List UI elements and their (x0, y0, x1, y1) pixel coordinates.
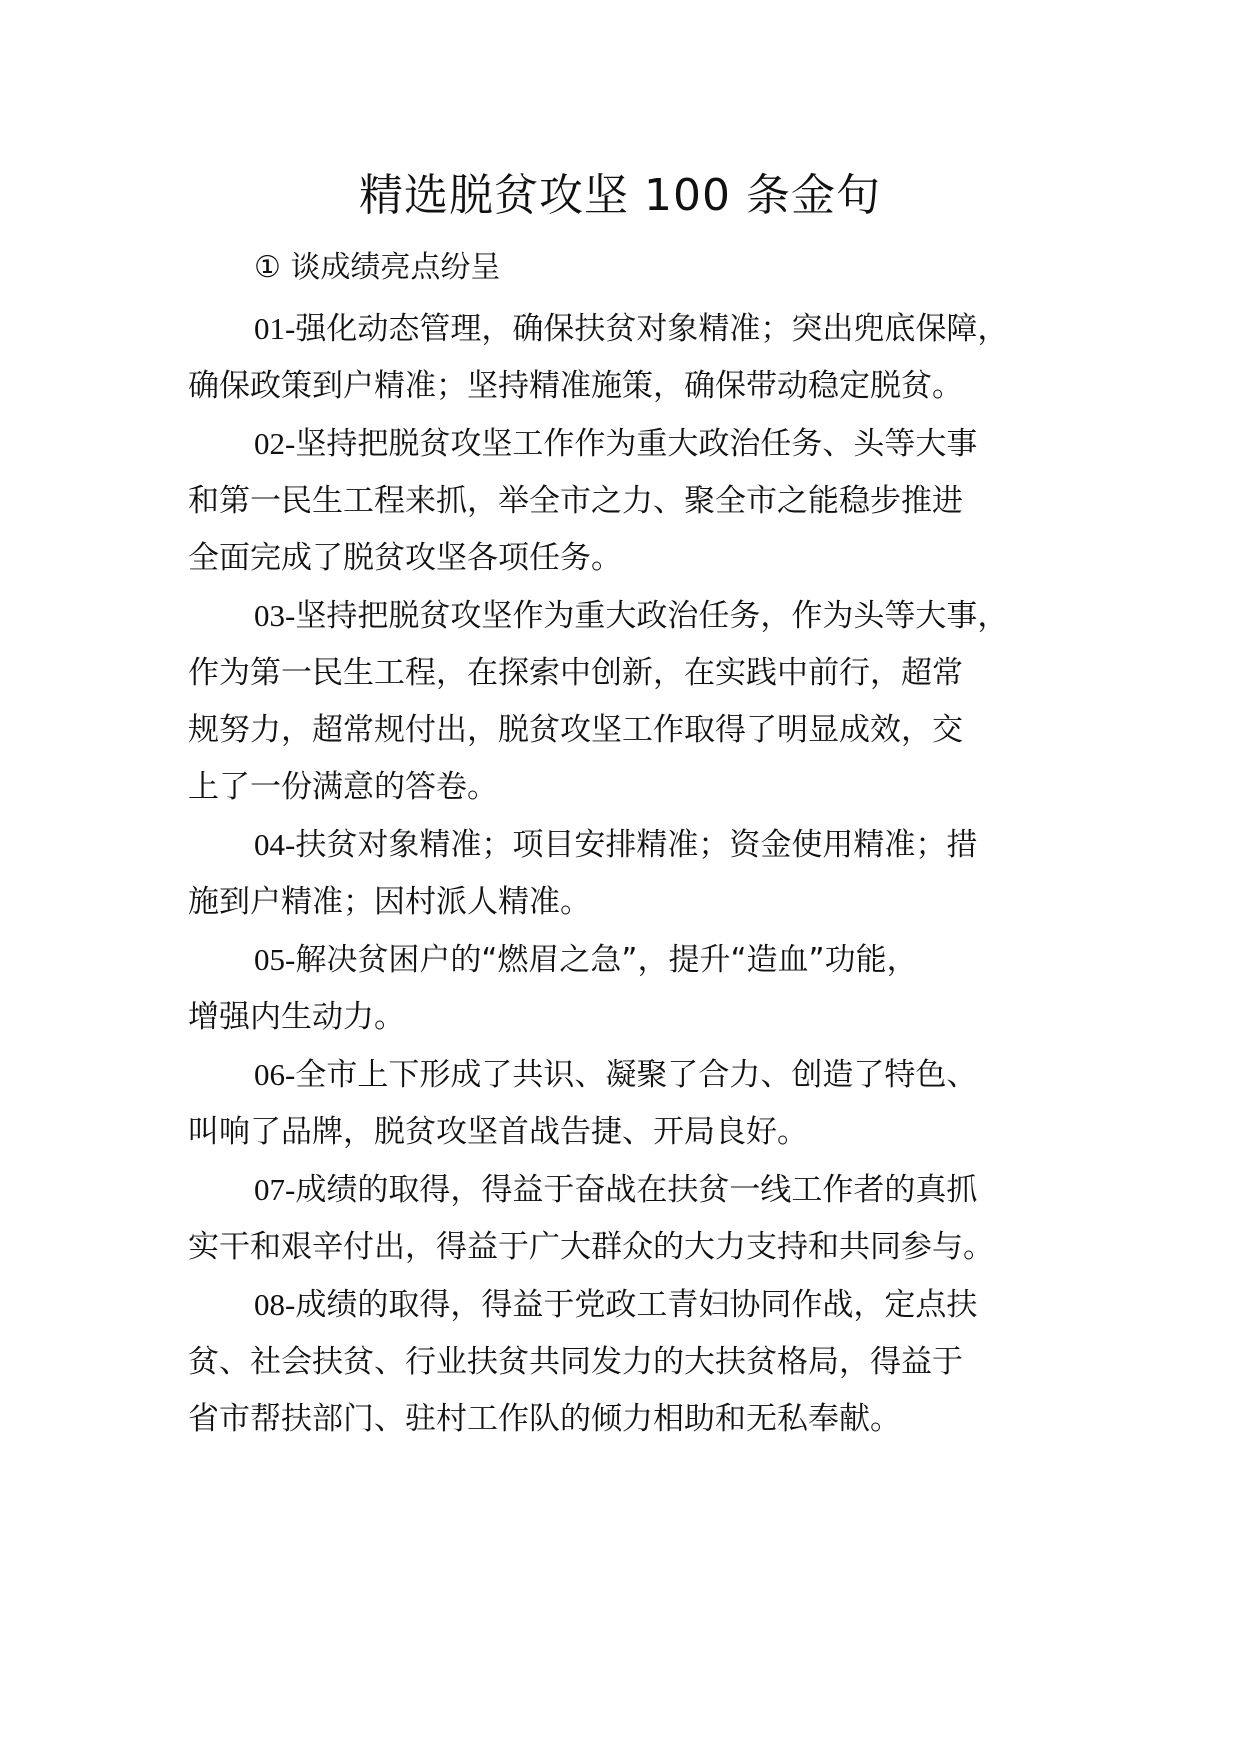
item-number: 05- (254, 942, 296, 977)
item-text-line: 解决贫困户的“燃眉之急”，提升“造血”功能， (295, 942, 918, 978)
list-item (188, 300, 1088, 415)
item-first-line (188, 931, 1088, 989)
item-text-line: 作为第一民生工程，在探索中创新，在实践中前行，超常 (188, 655, 963, 691)
item-number: 01- (254, 311, 296, 346)
list-item (188, 816, 1088, 931)
item-text-line: 省市帮扶部门、驻村工作队的倾力相助和无私奉献。 (188, 1401, 901, 1437)
item-text-line: 确保政策到户精准；坚持精准施策，确保带动稳定脱贫。 (188, 368, 963, 404)
document-title: 精选脱贫攻坚 100 条金句 (359, 170, 881, 221)
item-text-line: 全面完成了脱贫攻坚各项任务。 (188, 540, 622, 576)
item-text-line: 坚持把脱贫攻坚作为重大政治任务，作为头等大事， (295, 598, 1009, 634)
list-item (188, 1276, 1088, 1448)
item-number: 07- (254, 1172, 296, 1207)
item-number: 03- (254, 598, 296, 633)
item-number: 06- (254, 1057, 296, 1092)
item-text-line: 扶贫对象精准；项目安排精准；资金使用精准；措 (295, 827, 978, 863)
item-text-line: 和第一民生工程来抓，举全市之力、聚全市之能稳步推进 (188, 483, 963, 519)
item-first-line (188, 1276, 1088, 1334)
item-first-line (188, 1046, 1088, 1104)
item-text-line: 叫响了品牌，脱贫攻坚首战告捷、开局良好。 (188, 1114, 808, 1150)
item-text-line: 施到户精准；因村派人精准。 (188, 884, 591, 920)
item-first-line (188, 1161, 1088, 1219)
list-item (188, 415, 1088, 587)
item-text-line: 成绩的取得，得益于奋战在扶贫一线工作者的真抓 (295, 1172, 978, 1208)
item-text-line: 坚持把脱贫攻坚工作作为重大政治任务、头等大事 (295, 426, 978, 462)
item-number: 04- (254, 827, 296, 862)
list-item (188, 587, 1088, 816)
list-item (188, 1161, 1088, 1276)
item-first-line (188, 415, 1088, 473)
item-first-line (188, 300, 1088, 358)
item-number: 02- (254, 426, 296, 461)
item-list (188, 300, 1088, 1448)
item-first-line (188, 816, 1088, 874)
item-first-line (188, 587, 1088, 645)
item-text-line: 贫、社会扶贫、行业扶贫共同发力的大扶贫格局，得益于 (188, 1344, 963, 1380)
item-text-line: 全市上下形成了共识、凝聚了合力、创造了特色、 (295, 1057, 978, 1093)
item-number: 08- (254, 1287, 296, 1322)
document-body (188, 236, 1088, 1448)
list-item (188, 1046, 1088, 1161)
section-heading: ① 谈成绩亮点纷呈 (254, 250, 501, 285)
item-text-line: 成绩的取得，得益于党政工青妇协同作战，定点扶 (295, 1287, 978, 1323)
item-text-line: 增强内生动力。 (188, 999, 405, 1035)
list-item (188, 931, 1088, 1046)
item-text-line: 强化动态管理，确保扶贫对象精准；突出兜底保障， (295, 311, 1009, 347)
item-text-line: 上了一份满意的答卷。 (188, 769, 498, 805)
item-text-line: 实干和艰辛付出，得益于广大群众的大力支持和共同参与。 (188, 1229, 994, 1265)
item-text-line: 规努力，超常规付出，脱贫攻坚工作取得了明显成效，交 (188, 712, 963, 748)
